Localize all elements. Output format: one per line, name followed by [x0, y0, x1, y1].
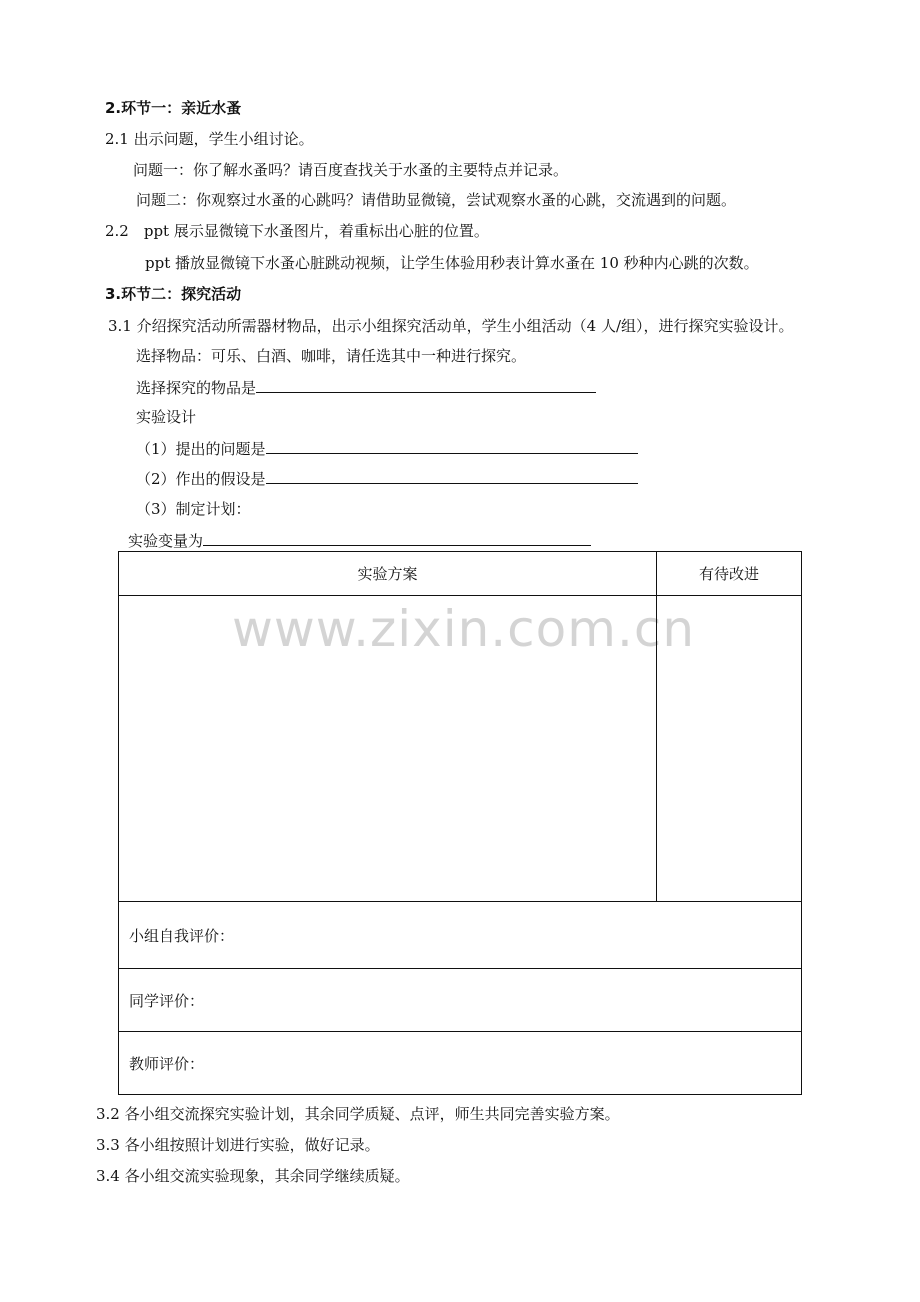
self-eval-label: 小组自我评价： [129, 926, 235, 945]
teacher-eval-row [119, 1032, 802, 1095]
peer-eval-cell[interactable] [119, 969, 802, 1032]
plan-body-row [119, 596, 802, 902]
question-row [136, 438, 638, 459]
peer-eval-row [119, 969, 802, 1032]
variable-blank[interactable] [203, 530, 591, 546]
question-1: 问题一：你了解水蚤吗？请百度查找关于水蚤的主要特点并记录。 [133, 161, 569, 179]
variable-row [128, 530, 591, 551]
chosen-item-blank[interactable] [256, 377, 596, 393]
self-eval-row [119, 902, 802, 969]
item-3-1: 3.1 介绍探究活动所需器材物品，出示小组探究活动单，学生小组活动（4 人/组），进行探究实验设计。 [108, 317, 794, 335]
chosen-item-row [136, 377, 596, 398]
item-2-2: 2.2 ppt 展示显微镜下水蚤图片，着重标出心脏的位置。 [105, 222, 489, 240]
col-improve-header: 有待改进 [657, 552, 802, 596]
teacher-eval-cell[interactable] [119, 1032, 802, 1095]
question-blank[interactable] [266, 438, 638, 454]
section3-heading: 3.环节二：探究活动 [105, 285, 242, 303]
variable-label: 实验变量为 [128, 532, 204, 550]
col-plan-header: 实验方案 [119, 552, 657, 596]
chosen-item-label: 选择探究的物品是 [136, 379, 257, 397]
hypothesis-row [136, 468, 638, 489]
teacher-eval-label: 教师评价： [129, 1054, 205, 1073]
item-2-2b: ppt 播放显微镜下水蚤心脏跳动视频，让学生体验用秒表计算水蚤在 10 秒种内心跳的次数。 [145, 254, 759, 272]
hypothesis-label: （2）作出的假设是 [136, 470, 266, 488]
item-3-2: 3.2 各小组交流探究实验计划，其余同学质疑、点评，师生共同完善实验方案。 [96, 1105, 620, 1123]
peer-eval-label: 同学评价： [129, 991, 205, 1010]
plan-cell[interactable] [119, 596, 657, 902]
item-3-3: 3.3 各小组按照计划进行实验，做好记录。 [96, 1136, 380, 1154]
section2-heading: 2.环节一：亲近水蚤 [105, 99, 242, 117]
table-header-row [119, 552, 802, 596]
improve-cell[interactable] [657, 596, 802, 902]
plan-label: （3）制定计划： [136, 500, 251, 518]
item-2-1: 2.1 出示问题，学生小组讨论。 [105, 130, 314, 148]
question-label: （1）提出的问题是 [136, 440, 266, 458]
choose-items: 选择物品：可乐、白酒、咖啡，请任选其中一种进行探究。 [136, 347, 527, 365]
design-label: 实验设计 [136, 408, 197, 426]
experiment-plan-table [118, 551, 802, 1095]
self-eval-cell[interactable] [119, 902, 802, 969]
item-3-4: 3.4 各小组交流实验现象，其余同学继续质疑。 [96, 1167, 410, 1185]
question-2: 问题二：你观察过水蚤的心跳吗？请借助显微镜，尝试观察水蚤的心跳，交流遇到的问题。 [136, 191, 737, 209]
hypothesis-blank[interactable] [266, 468, 638, 484]
watermark: www.zixin.com.cn [232, 600, 696, 658]
